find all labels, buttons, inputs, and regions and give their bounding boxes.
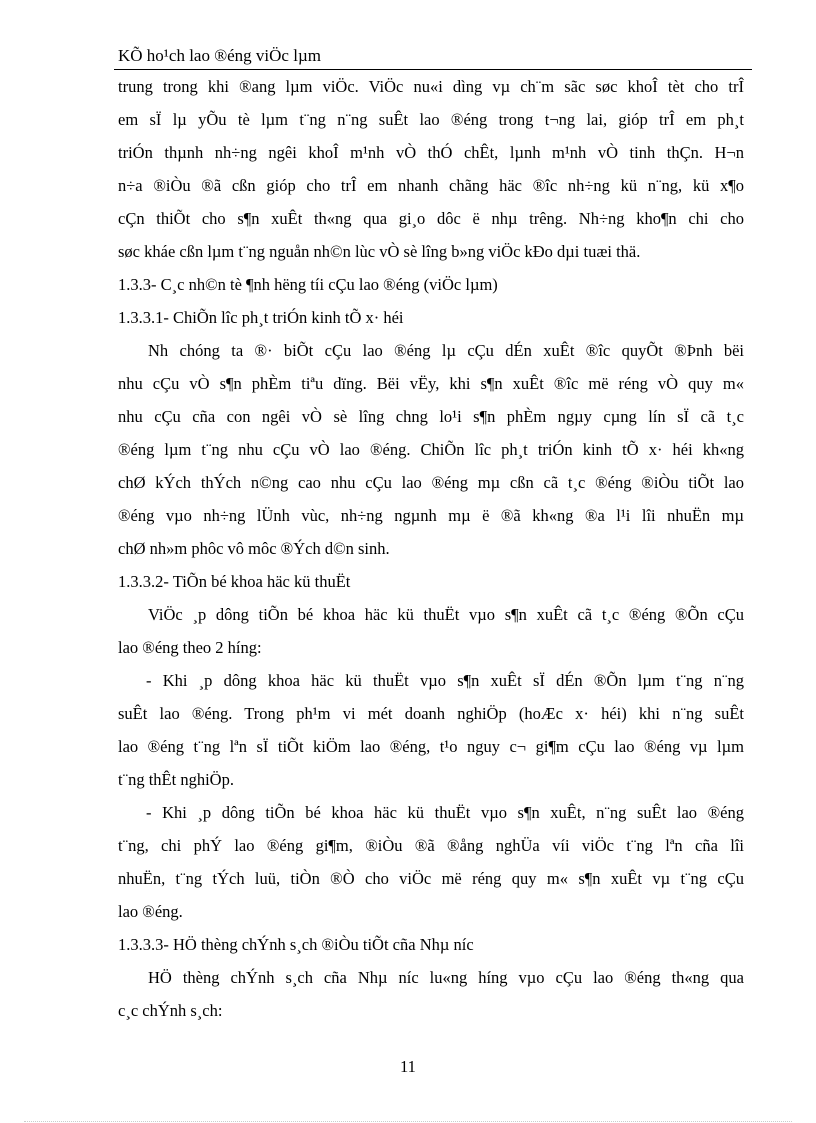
paragraph-line: nhu cÇu vÒ s¶n phÈm tiªu dïng. Bëi vËy, khi s¶n xuÊt ®îc më réng vÒ quy m« — [118, 374, 744, 393]
paragraph-line: Nh chóng ta ®· biÕt cÇu lao ®éng lµ cÇu dÉn xuÊt ®îc quyÕt ®Þnh bëi — [148, 341, 744, 360]
paragraph-line: søc kháe cßn lµm t¨ng nguån nh©n lùc vÒ sè lîng b»ng viÖc kÐo dµi tuæi thä. — [118, 242, 641, 261]
paragraph-line: HÖ thèng chÝnh s¸ch cña Nhµ níc lu«ng híng vµo cÇu lao ®éng th«ng qua — [148, 968, 744, 987]
body-text — [118, 70, 744, 1027]
list-item-line: suÊt lao ®éng. Trong ph¹m vi mét doanh nghiÖp (hoÆc x· héi) khi n¨ng suÊt — [118, 704, 744, 723]
paragraph-line: ®éng lµm t¨ng nhu cÇu vÒ lao ®éng. ChiÕn lîc ph¸t triÓn kinh tÕ x· héi kh«ng — [118, 440, 744, 459]
list-item-line: - Khi ¸p dông tiÕn bé khoa häc kü thuËt vµo s¶n xuÊt, n¨ng suÊt lao ®éng — [146, 803, 744, 822]
paragraph-line: em sÏ lµ yÕu tè lµm t¨ng n¨ng suÊt lao ®éng trong t¬ng lai, gióp trÎ em ph¸t — [118, 110, 744, 129]
section-heading: 1.3.3.1- ChiÕn lîc ph¸t triÓn kinh tÕ x· héi — [118, 308, 404, 327]
paragraph-line: chØ kÝch thÝch n©ng cao nhu cÇu lao ®éng mµ cßn cã t¸c ®éng ®iÒu tiÕt lao — [118, 473, 744, 492]
page-number: 11 — [400, 1057, 416, 1076]
paragraph-line: lao ®éng theo 2 híng: — [118, 638, 262, 657]
paragraph-line: cÇn thiÕt cho s¶n xuÊt th«ng qua gi¸o dôc ë nhµ trêng. Nh÷ng kho¶n chi cho — [118, 209, 744, 228]
paragraph-line: c¸c chÝnh s¸ch: — [118, 1001, 223, 1020]
list-item-line: t¨ng thÊt nghiÖp. — [118, 770, 234, 789]
paragraph-line: chØ nh»m phôc vô môc ®Ých d©n sinh. — [118, 539, 390, 558]
paragraph-line: triÓn thµnh nh÷ng ngêi khoÎ m¹nh vÒ thÓ chÊt, lµnh m¹nh vÒ tinh thÇn. H¬n — [118, 143, 744, 162]
section-heading: 1.3.3.2- TiÕn bé khoa häc kü thuËt — [118, 572, 351, 591]
list-item-line: lao ®éng t¨ng lªn sÏ tiÕt kiÖm lao ®éng, t¹o nguy c¬ gi¶m cÇu lao ®éng vµ lµm — [118, 737, 744, 756]
section-heading: 1.3.3- C¸c nh©n tè ¶nh hëng tíi cÇu lao ®éng (viÖc lµm) — [118, 275, 498, 294]
paragraph-line: ViÖc ¸p dông tiÕn bé khoa häc kü thuËt vµo s¶n xuÊt cã t¸c ®éng ®Õn cÇu — [148, 605, 744, 624]
list-item-line: nhuËn, t¨ng tÝch luü, tiÒn ®Ò cho viÖc më réng quy m« s¶n xuÊt vµ t¨ng cÇu — [118, 869, 744, 888]
paragraph-line: ®éng vµo nh÷ng lÜnh vùc, nh÷ng ngµnh mµ ë ®ã kh«ng ®a l¹i lîi nhuËn mµ — [118, 506, 744, 525]
list-item-line: lao ®éng. — [118, 902, 183, 921]
paragraph-line: n÷a ®iÒu ®ã cßn gióp cho trÎ em nhanh chãng häc ®îc nh÷ng kü n¨ng, kü x¶o — [118, 176, 744, 195]
list-item-line: - Khi ¸p dông khoa häc kü thuËt vµo s¶n xuÊt sÏ dÉn ®Õn lµm t¨ng n¨ng — [146, 671, 744, 690]
list-item-line: t¨ng, chi phÝ lao ®éng gi¶m, ®iÒu ®ã ®ång nghÜa víi viÖc t¨ng lªn cña lîi — [118, 836, 744, 855]
bottom-rule — [24, 1121, 792, 1122]
paragraph-line: trung trong khi ®ang lµm viÖc. ViÖc nu«i dìng vµ ch¨m sãc søc khoÎ tèt cho trÎ — [118, 77, 744, 96]
running-header: KÕ ho¹ch lao ®éng viÖc lµm — [118, 46, 321, 65]
paragraph-line: nhu cÇu cña con ngêi vÒ sè lîng chng lo¹i s¶n phÈm ngµy cµng lín sÏ cã t¸c — [118, 407, 744, 426]
section-heading: 1.3.3.3- HÖ thèng chÝnh s¸ch ®iÒu tiÕt cña Nhµ níc — [118, 935, 474, 954]
